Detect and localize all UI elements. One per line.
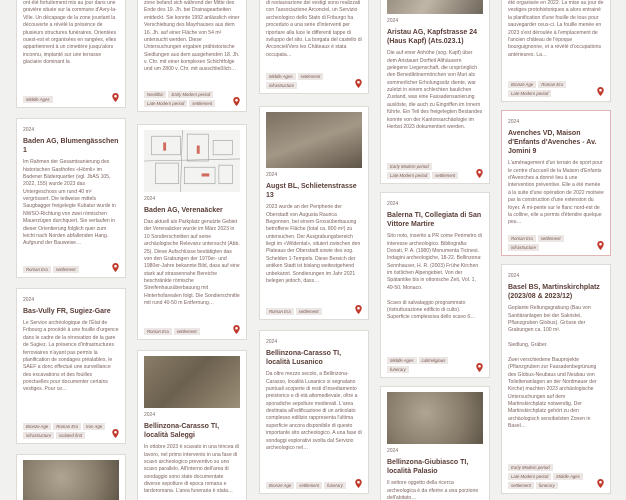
tag-chip[interactable]: settlement	[432, 172, 458, 179]
tag-chip[interactable]: Late Modern period	[508, 473, 551, 480]
tag-list	[387, 163, 471, 179]
card-year: 2024	[144, 196, 156, 202]
tag-chip[interactable]: settlement	[53, 266, 79, 273]
card-text: Geplante Reltungsgrabung (Bau von Sanitäranlagen bei der Sakristei, Pflanzgruben Globus). Grösse der Grabungen ca. 100 m². Siedlung, Gräber. Zwei verschiedene Bauprojekte (Pflanzgruben zur Fassadenbegrünung des Globus-Neubaus und Neubau von Toilettenanlagen an der Nordmauer der Kirche) machten 2023 archäologische Untersuchungen auf dem Martinskirchplatz notwendig. Der Martinskirchplatz gehört zu den archäologisch sensibelsten Zonen in Basel…	[508, 305, 597, 430]
card-text: Il settore oggetto della ricerca archeologica è da riferire a una porzione dell'abitato…	[387, 480, 479, 500]
excavation-photo	[266, 112, 362, 168]
tag-list	[387, 357, 471, 373]
tag-chip[interactable]: infrastructure	[508, 244, 539, 251]
tag-chip[interactable]: Late Modern period	[508, 90, 551, 97]
card-bellinzona-saleggi[interactable]	[137, 350, 247, 500]
tag-chip[interactable]: settlement	[296, 482, 322, 489]
map-pin-icon[interactable]	[355, 305, 362, 314]
tag-chip[interactable]: infrastructure	[266, 82, 297, 89]
card-title[interactable]: Bellinzona-Giubiasco TI, località Palasio	[387, 459, 469, 476]
tag-chip[interactable]: Bronze Age	[266, 482, 294, 489]
card-title[interactable]: Bas-Vully FR, Sugiez-Gare	[23, 308, 111, 315]
map-pin-icon[interactable]	[355, 79, 362, 88]
card-text: Sito noto, inserito a PR come Perimetro di interesse archeologico. Bibliografia: Donati, P. A. (1980) Monumenta Ticinesi. Indagini archeologiche, 18-22. Bellinzona: Sennhauser, H. R. (2003) Frühe Kirchen im östlichen Alpengebiet. Von der Spätantike bis in ottonische Zeit, Vol. 1, 49-50. Monaco. Scavo di salvataggio programmato (ristrutturazione edificio di culto). Superficie complessiva dello scavo 6…	[387, 233, 482, 321]
tag-list	[508, 81, 592, 97]
excavation-photo	[387, 392, 483, 444]
map-pin-icon[interactable]	[112, 429, 119, 438]
card-avenches[interactable]	[501, 110, 611, 256]
card-bellinzona-lusanico[interactable]	[259, 330, 369, 494]
tag-chip[interactable]: Roman Era	[508, 235, 536, 242]
card-aristau[interactable]	[380, 0, 490, 184]
excavation-photo	[144, 356, 240, 408]
tag-list	[23, 96, 107, 103]
excavation-plan-image	[144, 130, 240, 192]
card-baden-verena[interactable]	[137, 124, 247, 340]
tag-chip[interactable]: funerary	[387, 366, 409, 373]
card-bas-vully[interactable]	[16, 288, 126, 444]
card-year: 2024	[266, 172, 278, 178]
tag-chip[interactable]: Middle Ages	[23, 96, 53, 103]
card-year: 2024	[23, 127, 35, 133]
tag-chip[interactable]: settlement	[174, 328, 200, 335]
tag-chip[interactable]: Neolithic	[144, 91, 166, 98]
tag-list	[508, 464, 592, 489]
card-title[interactable]: Augst BL, Schlietenstrasse 13	[266, 183, 357, 200]
card-title[interactable]: Basel BS, Martinskirchplatz (2023/08 & 2023/12)	[508, 284, 600, 301]
tag-chip[interactable]: cult/religious	[419, 357, 449, 364]
tag-chip[interactable]: Iron Age	[83, 423, 105, 430]
tag-chip[interactable]: Late Modern period	[144, 100, 187, 107]
tag-list	[23, 266, 107, 273]
card-baden-blumen[interactable]	[16, 118, 126, 278]
tag-chip[interactable]: Roman Era	[23, 266, 51, 273]
tag-chip[interactable]: funerary	[324, 482, 346, 489]
card-text: 2023 wurde an der Peripherie der Oberstadt von Augusta Raurica Begonnen, bei einem Grossüberbauung betroffene Fläche (total ca. 800 m²) zu untersuchen. Der Ausgrabungsbereich liegt im «Wildental», situiert zwischen den Plateaus der Oberstadt sowie des sog. Schelden 1-Tempels. Diese Bereich der antiken Stadt ist bislang weitestgehend unbekannt. Sondierungen im Jahr 2021 belegen jedoch, dass…	[266, 204, 361, 284]
tag-chip[interactable]: Middle Ages	[266, 73, 296, 80]
map-pin-icon[interactable]	[597, 87, 604, 96]
tag-chip[interactable]: Roman Era	[266, 308, 294, 315]
card-year: 2024	[508, 119, 520, 125]
card-basel-martinskirchplatz[interactable]	[501, 264, 611, 494]
card-avry[interactable]	[16, 0, 126, 108]
tag-chip[interactable]: Bronze Age	[23, 423, 51, 430]
card-text: In ottobre 2023 è scavato in una trincea di lavoro, nel primo intervento in una fase di scavo archeologico preventivo su uno scavo parallelo. All'interno dell'area di sondaggio sono state documentate diverse sepolture di epoca romana e tardoromana. L'area funeraria è stata…	[144, 444, 239, 495]
card-title[interactable]: Baden AG, Verenaäcker	[144, 207, 223, 214]
tag-list	[266, 482, 350, 489]
map-pin-icon[interactable]	[476, 363, 483, 372]
card-text: Im Rahmen der Gesamtsanierung des historischen Gasthofes «Hörnli» im Badener Bäderquartier (vgl. JbAS 105, 2022, 155) wurde 2023 das Untergeschoss um rund 40 m² vergrössert. Die teilweise mittels Saugbagger freigelegte Kubatur wurde in NWSO-Richtung von zwei römischen Mauerzügen durchquert. Sie verlaufen in dieser Orientierung folglich quer zum leicht nach Norden abfallenden Hang. Aufgrund der Bauweise…	[23, 159, 116, 247]
map-pin-icon[interactable]	[476, 169, 483, 178]
tag-chip[interactable]: settlement	[298, 73, 324, 80]
card-romont[interactable]	[501, 0, 611, 102]
card-text: di restaurazione dei vestigi sono realizzati con l'associazione Arconciel, un Servizio archeologico dello Stato di Friburgo ha proceduto a una serie d'interventi per riportare alla luce le differenti tappe di sviluppo del sito. La borgata del castello di Arconciel/Vers les Châteaux è stata occupata…	[266, 0, 362, 58]
tag-chip[interactable]: Roman Era	[144, 328, 172, 335]
map-pin-icon[interactable]	[597, 479, 604, 488]
tag-list	[266, 308, 350, 315]
card-bellinzona-palasio[interactable]	[380, 386, 490, 500]
card-title[interactable]: Bellinzona-Carasso TI, località Saleggi	[144, 423, 220, 440]
tag-list	[144, 328, 228, 335]
card-text: Das aktuell als Parkplatz genutzte Gebiet der Verenaäcker wurde im März 2023 in 10 Sondierschnitten auf seine archäologische Relevanz untersucht (Abb. 25). Diese Aufschlüsse bestätigten das von den Grabungen der 1970er- und 1980er-Jahre bekannte Bild, dass auf eine stark auf strassennahe Bereiche beschränkte römische Streifenhausüberbauung mit Hinterhofarealen folgt. Die Sondierschnitte mit rund 40-50 m Entfernung…	[144, 219, 240, 307]
card-title[interactable]: Aristau AG, Kapfstrasse 24 (Haus Kapf) (Ats.023.1)	[387, 29, 477, 46]
card-text: L'aménagement d'un terrain de sport pour le centre d'accueil de la Maison d'Enfants d'Avenches a donné lieu à une intervention préventive. Elle a été menée à la suite d'une opération de 2022 motivée par la construction d'une extension du foyer. À mi-pente sur le flanc nord-est de la colline, elle a permis d'étendre quelque peu…	[508, 160, 604, 226]
tag-chip[interactable]: Early Modern period	[168, 91, 213, 98]
card-text: ont été fortuitement mis au jour dans une gravière située sur la commune d'Avry-la-Ville. Un décapage de la zone jouxtant la découverte a révélé la présence de plusieurs structures funéraires. Orientées ouest-est et organisées en rangées, elles appartiennent à un cimetière jusqu'alors inconnu, implanté sur une terrasse glaciaire dominant la	[23, 0, 117, 65]
tag-chip[interactable]: settlement	[296, 308, 322, 315]
tag-chip[interactable]: settlement	[508, 482, 534, 489]
card-text: Le Service archéologique de l'État de Fribourg a procédé à une fouille d'urgence dans le cadre de la rénovation de la gare de Sugiez. La présence d'infrastructures ferroviaires n'ayant pas permis la planification de sondages préalables, le SAEF a donc effectué une surveillance des excavations et des fouilles ponctuelles pour documenter certains vestiges. Pour ce…	[23, 320, 119, 393]
tag-chip[interactable]: Roman Era	[538, 81, 566, 88]
card-augst[interactable]	[259, 106, 369, 320]
card-year: 2024	[266, 339, 278, 345]
map-pin-icon[interactable]	[233, 97, 240, 106]
card-title[interactable]: Bellinzona-Carasso TI, località Lusanico	[266, 350, 342, 367]
card-balerna[interactable]	[380, 192, 490, 378]
tag-chip[interactable]: funerary	[536, 482, 558, 489]
card-year: 2024	[387, 201, 399, 207]
card-title[interactable]: Baden AG, Blumengässchen 1	[23, 138, 119, 155]
tag-chip[interactable]: Bronze Age	[508, 81, 536, 88]
map-pin-icon[interactable]	[112, 93, 119, 102]
card-arconciel[interactable]	[259, 0, 369, 94]
tag-chip[interactable]: infrastructure	[23, 432, 54, 439]
tag-chip[interactable]: Early Modern period	[508, 464, 553, 471]
map-pin-icon[interactable]	[233, 325, 240, 334]
tag-list	[144, 91, 228, 107]
card-column1-bottom[interactable]	[16, 454, 126, 500]
tag-chip[interactable]: Middle Ages	[553, 473, 583, 480]
card-year: 2024	[387, 448, 399, 454]
card-text: Da oltre mezzo secolo, a Bellinzona-Carasso, località Lusanico si segnalano puntuali scoperte di resti d'insediamento preistorico e di età altomedievale, oltre a sporadiche sepolture medievali. L'area destinata all'edificazione di un articolato complesso edilizio rappresenta l'ultima superficie ancora disponibile di questo importante sito archeologico. A una fase di sondaggi esplorativi svolta dal Servizio archeologico nel…	[266, 371, 362, 451]
card-year: 2024	[387, 18, 399, 24]
tag-list	[508, 235, 592, 251]
tag-chip[interactable]: Roman Era	[53, 423, 81, 430]
building-photo	[387, 0, 483, 14]
tag-chip[interactable]: Middle Ages	[387, 357, 417, 364]
tag-list	[266, 73, 350, 89]
map-pin-icon[interactable]	[355, 479, 362, 488]
tag-list	[23, 423, 107, 439]
card-year: 2024	[508, 273, 520, 279]
card-title[interactable]: Avenches VD, Maison d'Enfants d'Avenches - Av. Jomini 9	[508, 130, 597, 156]
card-title[interactable]: Balerna TI, Collegiata di San Vittore Martire	[387, 212, 482, 229]
tag-chip[interactable]: Early Modern period	[387, 163, 432, 170]
card-mayrhaus[interactable]	[137, 0, 247, 112]
excavation-photo	[23, 460, 119, 500]
tag-chip[interactable]: settlement	[538, 235, 564, 242]
tag-chip[interactable]: isolated find	[56, 432, 85, 439]
tag-chip[interactable]: Late Modern period	[387, 172, 430, 179]
map-pin-icon[interactable]	[112, 263, 119, 272]
card-text: Die auf einer Anhöhe (sog. Kapf) über dem Aristauer Dorfteil Althäusern gelegene Liegenschaft, die ursprünglich den Benediktinermönchen von Muri als sommerlicher Erholungssitz diente, war zuletzt in einem schlechten baulichen Zustand, was eine Fassadensanierung auslöste, die auch zu Eingriffen im Innern führte. Ein Teil des freigelegten Bestandes konnte von der Kantonsarchäologie im Herbst 2023 dokumentiert werden.	[387, 50, 483, 130]
card-year: 2024	[23, 297, 35, 303]
tag-chip[interactable]: settlement	[189, 100, 215, 107]
card-year: 2024	[144, 412, 156, 418]
card-text: zone befand sich während der Mitte des Ende des 19. Jh. bei Drainagearbeiten entdeckt. Sie konnte 1992 anlässlich einer Verschiebung des Mayrhauses aus dem 16. Jh. auf einer Fläche von 54 m² untersucht werden. Diese Untersuchungen ergaben prähistorische Siedlungen aus dem ausgehenden 18. Jh. v. Chr. mit einer komplexen Schichtfolge und um 2800 v. Chr. mit ausschließlich…	[144, 0, 240, 73]
map-pin-icon[interactable]	[597, 241, 604, 250]
card-text: été organisée en 2022. La mise au jour de vestiges protohistoriques a alors entrainé la planification d'une fouille de tous pour sauvegarder ceux-ci. La fouille menée en 2023 s'est déroulée à l'emplacement de l'ancien château de l'époque bourguignonne, et a révélé d'occupations antérieures. La…	[508, 0, 604, 58]
